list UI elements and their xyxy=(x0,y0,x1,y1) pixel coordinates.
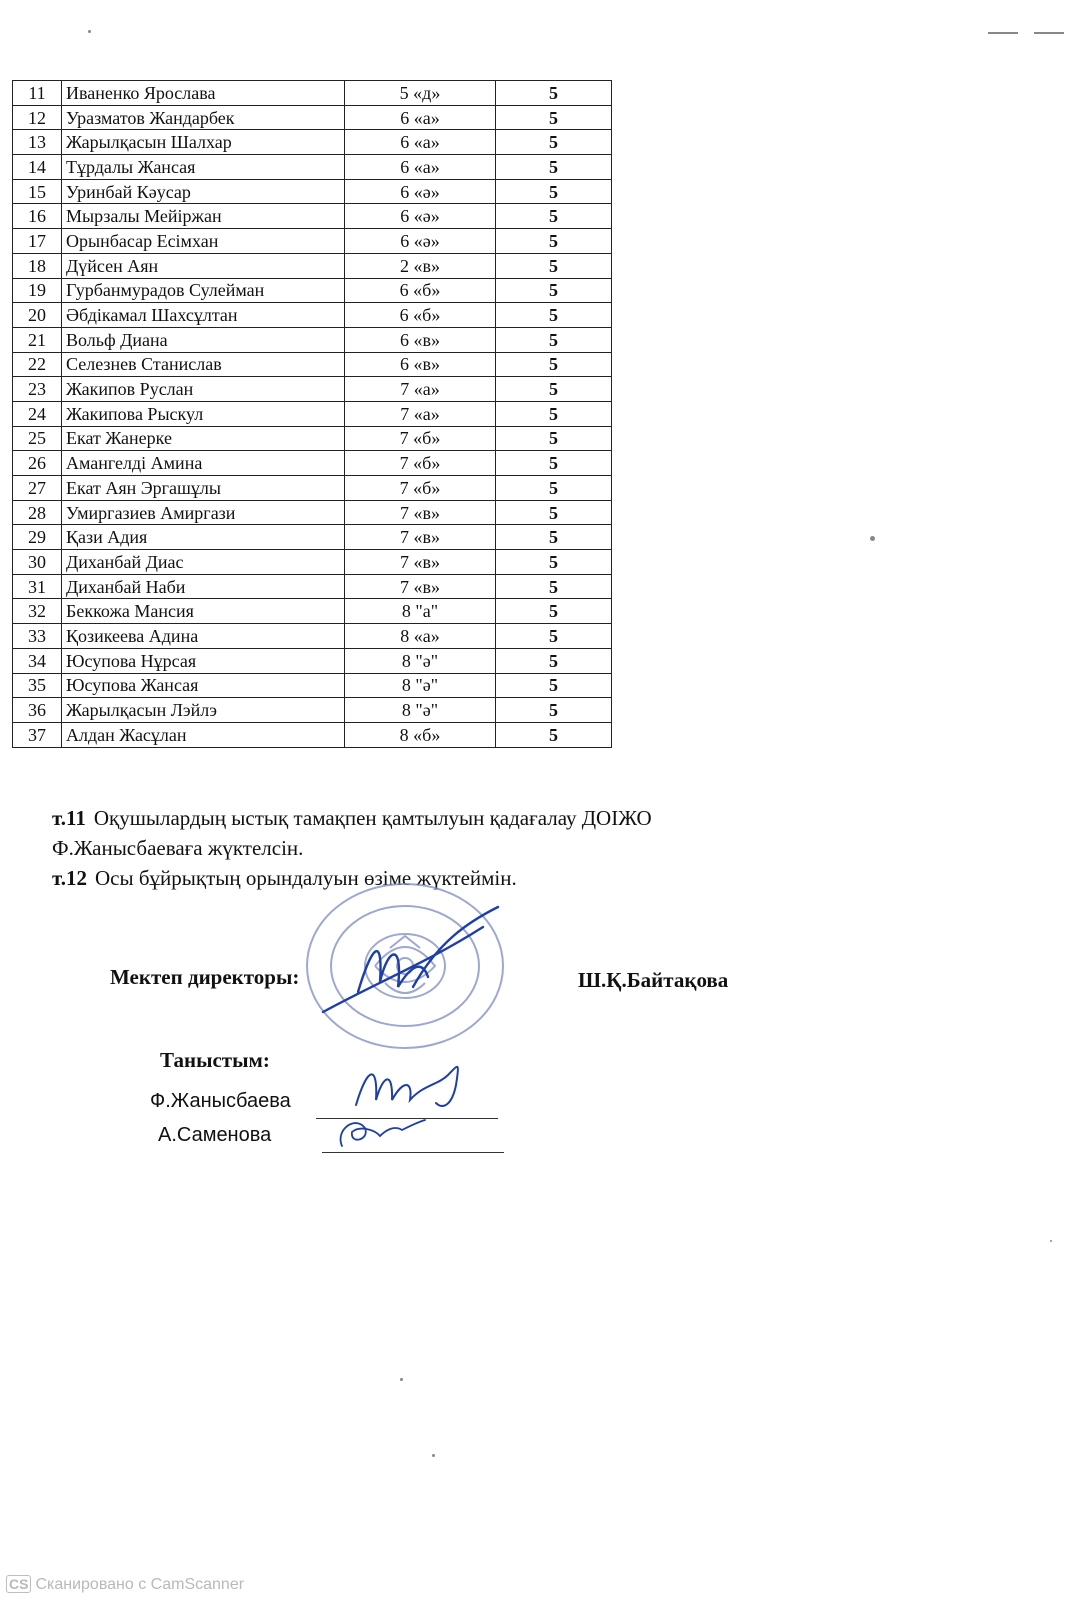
row-number: 15 xyxy=(13,179,62,204)
table-row xyxy=(13,648,612,673)
student-name: Алдан Жасұлан xyxy=(62,722,345,747)
score-value: 5 xyxy=(496,303,612,328)
score-value: 5 xyxy=(496,673,612,698)
table-row xyxy=(13,673,612,698)
director-label: Мектеп директоры: xyxy=(110,965,300,989)
paragraph-12-label: т.12 xyxy=(52,866,87,890)
class-grade: 6 «а» xyxy=(345,130,496,155)
table-row xyxy=(13,525,612,550)
row-number: 27 xyxy=(13,476,62,501)
score-value: 5 xyxy=(496,500,612,525)
student-name: Уринбай Кәусар xyxy=(62,179,345,204)
acquainted-name-2: А.Саменова xyxy=(158,1124,272,1146)
paragraph-11 xyxy=(52,806,652,831)
acquainted-name-1: Ф.Жанысбаева xyxy=(150,1090,291,1112)
row-number: 25 xyxy=(13,426,62,451)
row-number: 36 xyxy=(13,698,62,723)
camscanner-footer xyxy=(6,1575,244,1594)
student-name: Екат Аян Эргашұлы xyxy=(62,476,345,501)
table-row xyxy=(13,327,612,352)
table-row xyxy=(13,105,612,130)
class-grade: 8 «а» xyxy=(345,624,496,649)
student-name: Жакипов Руслан xyxy=(62,377,345,402)
table-row xyxy=(13,204,612,229)
table-row xyxy=(13,401,612,426)
paragraph-11-text: Оқушылардың ыстық тамақпен қамтылуын қадағалау ДОІЖО xyxy=(93,806,652,830)
score-value: 5 xyxy=(496,377,612,402)
class-grade: 6 «ә» xyxy=(345,204,496,229)
student-name: Екат Жанерке xyxy=(62,426,345,451)
scan-speck xyxy=(1050,1240,1052,1242)
class-grade: 6 «а» xyxy=(345,105,496,130)
class-grade: 6 «в» xyxy=(345,352,496,377)
table-row xyxy=(13,229,612,254)
scan-speck xyxy=(400,1378,403,1381)
table-row xyxy=(13,624,612,649)
score-value: 5 xyxy=(496,698,612,723)
table-row xyxy=(13,574,612,599)
student-name: Тұрдалы Жансая xyxy=(62,155,345,180)
row-number: 16 xyxy=(13,204,62,229)
acquainted-signature-1-icon xyxy=(348,1055,468,1115)
table-row xyxy=(13,130,612,155)
class-grade: 2 «в» xyxy=(345,253,496,278)
class-grade: 7 «б» xyxy=(345,476,496,501)
score-value: 5 xyxy=(496,179,612,204)
class-grade: 8 "а" xyxy=(345,599,496,624)
student-name: Юсупова Нұрсая xyxy=(62,648,345,673)
student-name: Беккожа Мансия xyxy=(62,599,345,624)
row-number: 19 xyxy=(13,278,62,303)
class-grade: 7 «а» xyxy=(345,377,496,402)
student-name: Диханбай Наби xyxy=(62,574,345,599)
score-value: 5 xyxy=(496,624,612,649)
score-value: 5 xyxy=(496,352,612,377)
row-number: 24 xyxy=(13,401,62,426)
score-value: 5 xyxy=(496,525,612,550)
students-table xyxy=(12,80,612,748)
score-value: 5 xyxy=(496,278,612,303)
student-name: Қозикеева Адина xyxy=(62,624,345,649)
row-number: 35 xyxy=(13,673,62,698)
director-name: Ш.Қ.Байтақова xyxy=(578,968,729,992)
table-row xyxy=(13,352,612,377)
student-name: Амангелді Амина xyxy=(62,451,345,476)
scan-mark xyxy=(1034,32,1064,34)
student-name: Юсупова Жансая xyxy=(62,673,345,698)
scan-speck xyxy=(432,1454,435,1457)
scan-speck xyxy=(870,536,875,541)
student-name: Орынбасар Есімхан xyxy=(62,229,345,254)
row-number: 30 xyxy=(13,550,62,575)
table-row xyxy=(13,451,612,476)
acquainted-signature-2-icon xyxy=(330,1110,430,1152)
paragraph-11-label: т.11 xyxy=(52,806,86,830)
row-number: 23 xyxy=(13,377,62,402)
class-grade: 7 «б» xyxy=(345,451,496,476)
student-name: Жарылқасын Шалхар xyxy=(62,130,345,155)
row-number: 18 xyxy=(13,253,62,278)
row-number: 31 xyxy=(13,574,62,599)
class-grade: 8 "ә" xyxy=(345,698,496,723)
table-row xyxy=(13,722,612,747)
score-value: 5 xyxy=(496,550,612,575)
paragraph-12-text: Осы бұйрықтың орындалуын өзіме жүктеймін. xyxy=(95,866,517,890)
score-value: 5 xyxy=(496,327,612,352)
student-name: Вольф Диана xyxy=(62,327,345,352)
row-number: 32 xyxy=(13,599,62,624)
class-grade: 7 «а» xyxy=(345,401,496,426)
student-name: Селезнев Станислав xyxy=(62,352,345,377)
student-name: Диханбай Диас xyxy=(62,550,345,575)
score-value: 5 xyxy=(496,648,612,673)
class-grade: 8 «б» xyxy=(345,722,496,747)
student-name: Дүйсен Аян xyxy=(62,253,345,278)
score-value: 5 xyxy=(496,599,612,624)
row-number: 17 xyxy=(13,229,62,254)
paragraph-11-text-line2: Ф.Жанысбаеваға жүктелсін. xyxy=(52,836,304,860)
class-grade: 6 «в» xyxy=(345,327,496,352)
class-grade: 7 «в» xyxy=(345,550,496,575)
row-number: 28 xyxy=(13,500,62,525)
scan-speck xyxy=(88,30,91,33)
table-row xyxy=(13,599,612,624)
student-name: Қази Адия xyxy=(62,525,345,550)
class-grade: 6 «ә» xyxy=(345,179,496,204)
student-name: Умиргазиев Амиргази xyxy=(62,500,345,525)
score-value: 5 xyxy=(496,155,612,180)
class-grade: 7 «в» xyxy=(345,500,496,525)
acquainted-label: Таныстым: xyxy=(160,1048,270,1072)
class-grade: 6 «ә» xyxy=(345,229,496,254)
table-row xyxy=(13,377,612,402)
class-grade: 5 «д» xyxy=(345,81,496,106)
row-number: 37 xyxy=(13,722,62,747)
camscanner-logo-icon: CS xyxy=(6,1575,31,1593)
row-number: 13 xyxy=(13,130,62,155)
score-value: 5 xyxy=(496,476,612,501)
score-value: 5 xyxy=(496,426,612,451)
director-signature-icon xyxy=(318,902,518,1022)
table-row xyxy=(13,550,612,575)
row-number: 29 xyxy=(13,525,62,550)
class-grade: 6 «б» xyxy=(345,303,496,328)
student-name: Жакипова Рыскул xyxy=(62,401,345,426)
score-value: 5 xyxy=(496,130,612,155)
row-number: 20 xyxy=(13,303,62,328)
row-number: 33 xyxy=(13,624,62,649)
class-grade: 7 «в» xyxy=(345,525,496,550)
table-row xyxy=(13,155,612,180)
table-row xyxy=(13,476,612,501)
class-grade: 6 «б» xyxy=(345,278,496,303)
row-number: 12 xyxy=(13,105,62,130)
row-number: 21 xyxy=(13,327,62,352)
scan-mark xyxy=(988,32,1018,34)
score-value: 5 xyxy=(496,401,612,426)
score-value: 5 xyxy=(496,253,612,278)
score-value: 5 xyxy=(496,574,612,599)
table-row xyxy=(13,426,612,451)
score-value: 5 xyxy=(496,229,612,254)
camscanner-text: Сканировано с CamScanner xyxy=(35,1576,245,1593)
student-name: Жарылқасын Лэйлэ xyxy=(62,698,345,723)
class-grade: 8 "ә" xyxy=(345,673,496,698)
score-value: 5 xyxy=(496,204,612,229)
table-row xyxy=(13,253,612,278)
table-row xyxy=(13,303,612,328)
paragraph-11-continuation xyxy=(52,836,303,861)
score-value: 5 xyxy=(496,105,612,130)
row-number: 14 xyxy=(13,155,62,180)
signature-line-2 xyxy=(322,1152,504,1153)
class-grade: 6 «а» xyxy=(345,155,496,180)
score-value: 5 xyxy=(496,722,612,747)
class-grade: 7 «б» xyxy=(345,426,496,451)
row-number: 22 xyxy=(13,352,62,377)
score-value: 5 xyxy=(496,81,612,106)
student-name: Мырзалы Мейіржан xyxy=(62,204,345,229)
class-grade: 7 «в» xyxy=(345,574,496,599)
student-name: Уразматов Жандарбек xyxy=(62,105,345,130)
table-row xyxy=(13,179,612,204)
table-row xyxy=(13,698,612,723)
row-number: 34 xyxy=(13,648,62,673)
class-grade: 8 "ә" xyxy=(345,648,496,673)
table-row xyxy=(13,81,612,106)
table-row xyxy=(13,500,612,525)
score-value: 5 xyxy=(496,451,612,476)
table-row xyxy=(13,278,612,303)
student-name: Әбдікамал Шахсұлтан xyxy=(62,303,345,328)
students-table-body xyxy=(13,81,612,748)
row-number: 11 xyxy=(13,81,62,106)
student-name: Гурбанмурадов Сулейман xyxy=(62,278,345,303)
student-name: Иваненко Ярослава xyxy=(62,81,345,106)
row-number: 26 xyxy=(13,451,62,476)
